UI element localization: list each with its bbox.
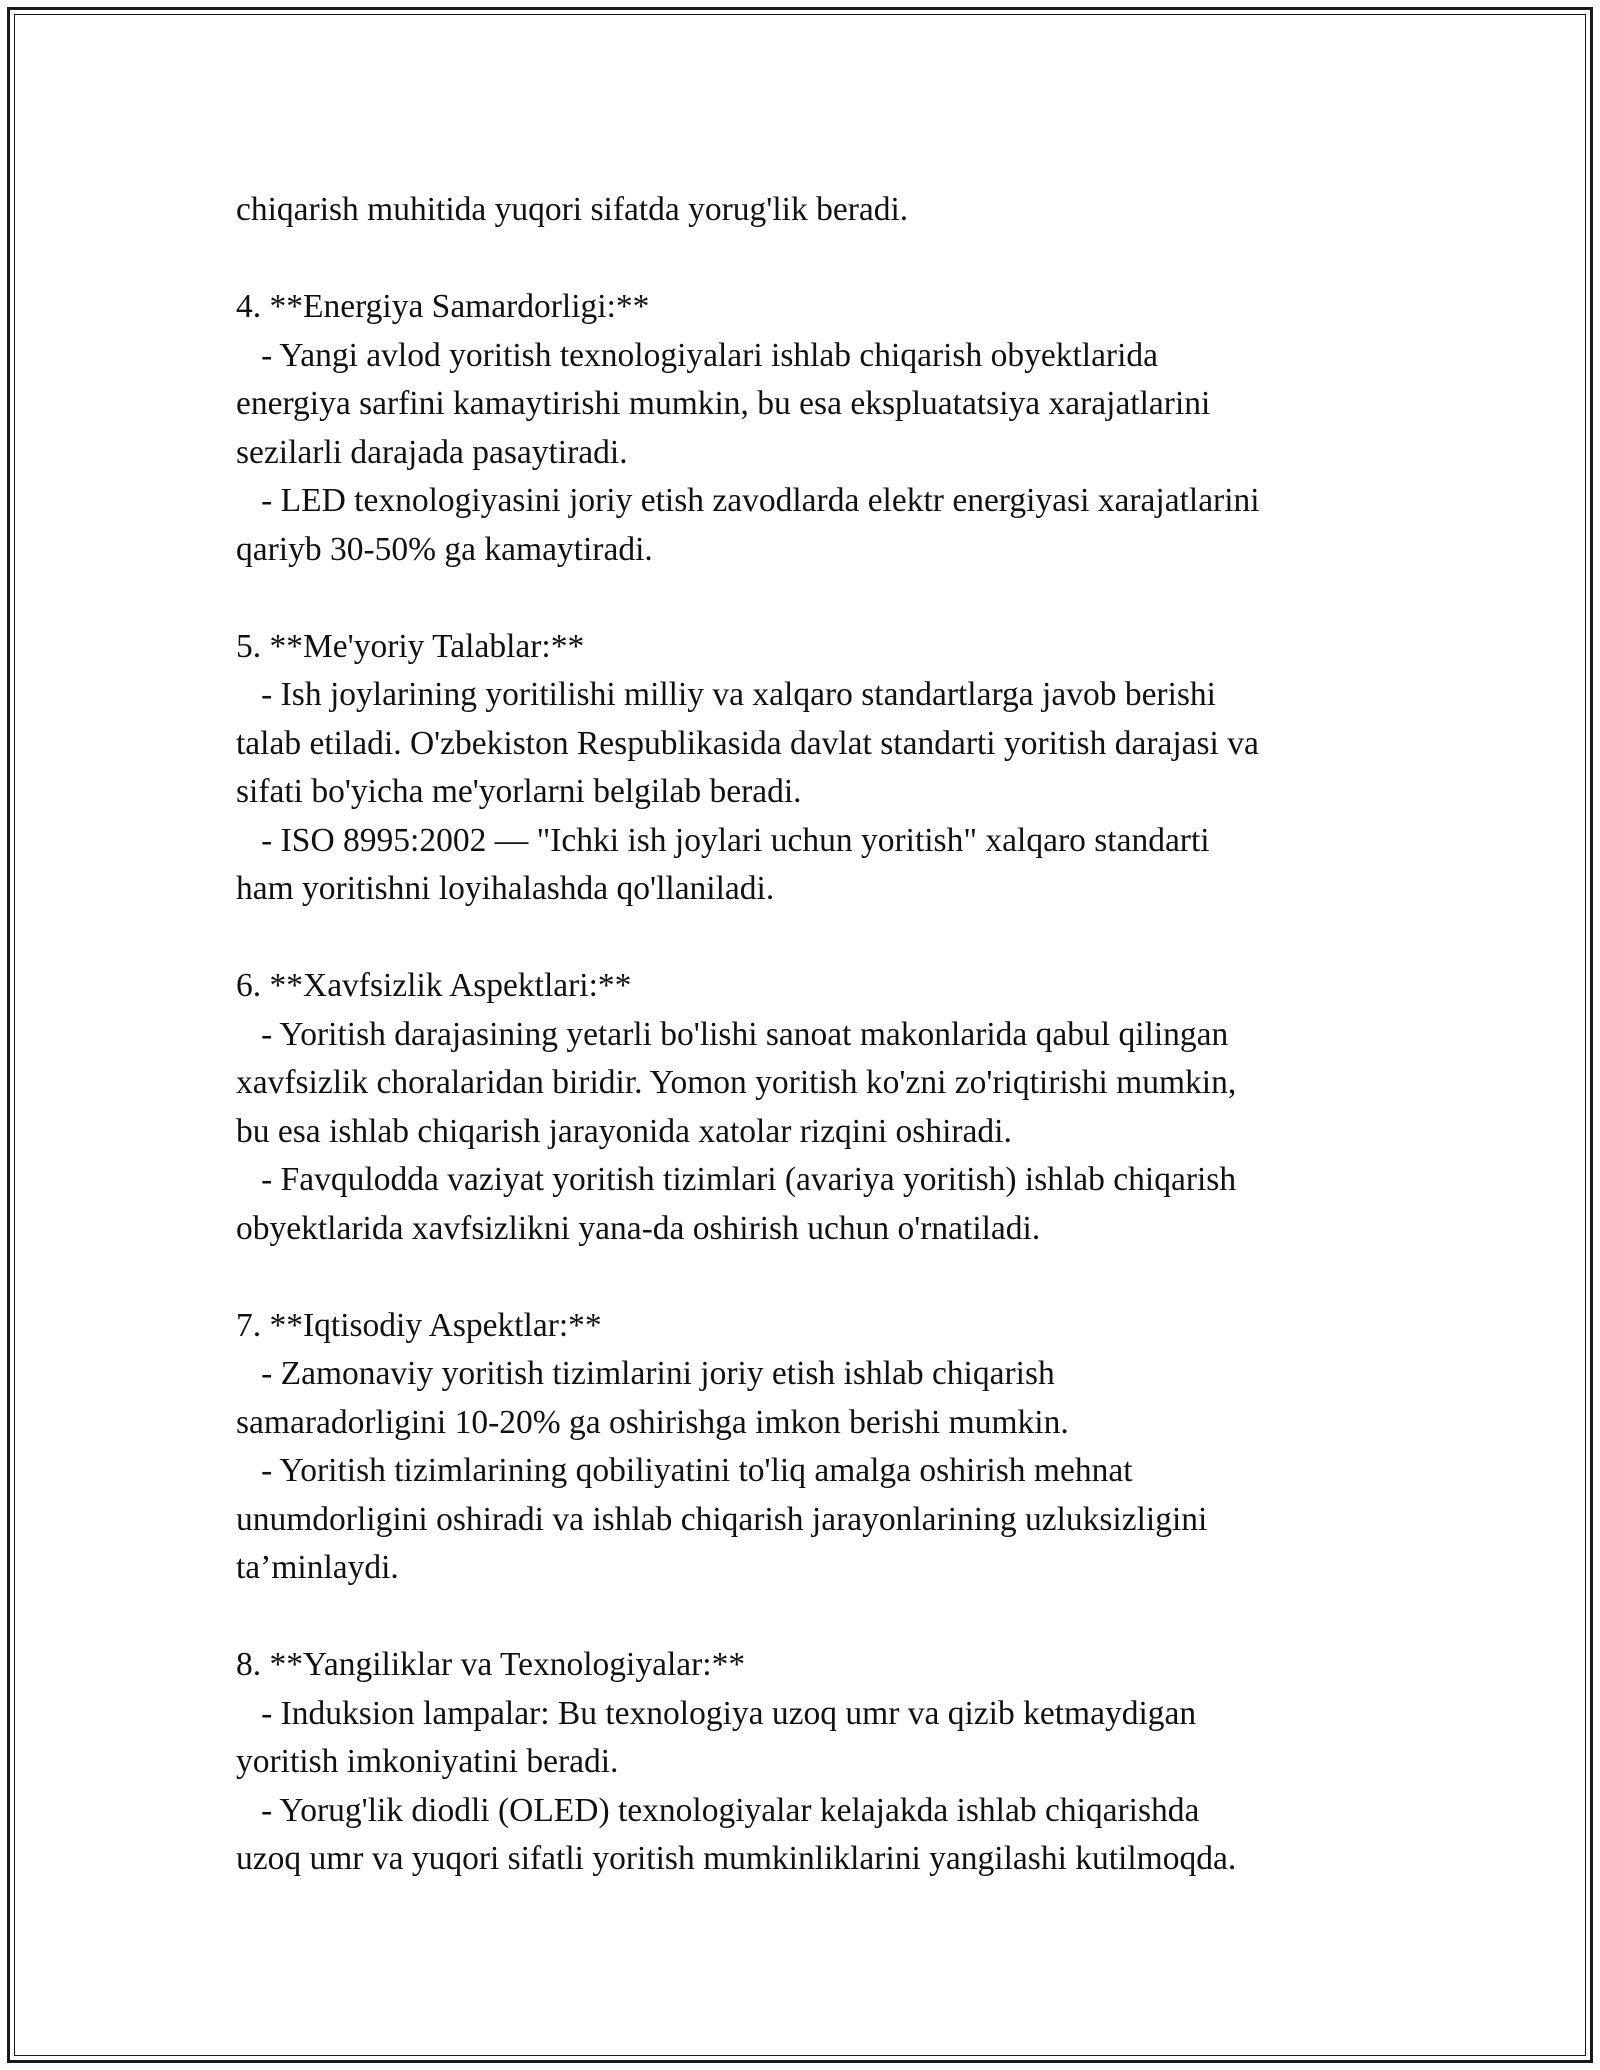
section-heading: 4. **Energiya Samardorligi:**: [236, 288, 650, 325]
text-line: - Ish joylarining yoritilishi milliy va xalqaro standartlarga javob berishi: [236, 676, 1216, 713]
text-line: sifati bo'yicha me'yorlarni belgilab beradi.: [236, 773, 802, 810]
text-line: bu esa ishlab chiqarish jarayonida xatolar rizqini oshiradi.: [236, 1112, 1012, 1150]
text-line: energiya sarfini kamaytirishi mumkin, bu esa ekspluatatsiya xarajatlarini: [236, 385, 1211, 422]
text-line: - Yangi avlod yoritish texnologiyalari ishlab chiqarish obyektlarida: [236, 336, 1159, 374]
text-line: qariyb 30-50% ga kamaytiradi.: [236, 530, 653, 568]
text-line: chiqarish muhitida yuqori sifatda yorug'lik beradi.: [236, 191, 909, 228]
text-line: - ISO 8995:2002 — "Ichki ish joylari uchun yoritish" xalqaro standarti: [236, 821, 1210, 859]
blank-line: [236, 1593, 1386, 1642]
blank-line: [236, 235, 1386, 284]
text-line: ham yoritishni loyihalashda qo'llaniladi.: [236, 870, 775, 907]
section-heading: 5. **Me'yoriy Talablar:**: [236, 627, 585, 665]
text-line: obyektlarida xavfsizlikni yana-da oshirish uchun o'rnatiladi.: [236, 1209, 1041, 1247]
section-heading: 8. **Yangiliklar va Texnologiyalar:**: [236, 1646, 746, 1683]
text-line: samaradorligini 10-20% ga oshirishga imkon berishi mumkin.: [236, 1403, 1069, 1441]
text-line: uzoq umr va yuqori sifatli yoritish mumkinliklarini yangilashi kutilmoqda.: [236, 1840, 1237, 1877]
text-line: - Favqulodda vaziyat yoritish tizimlari (avariya yoritish) ishlab chiqarish: [236, 1161, 1237, 1198]
text-line: ta’minlaydi.: [236, 1549, 399, 1586]
text-line: - Zamonaviy yoritish tizimlarini joriy etish ishlab chiqarish: [236, 1355, 1055, 1392]
text-line: - Yorug'lik diodli (OLED) texnologiyalar kelajakda ishlab chiqarishda: [236, 1791, 1200, 1829]
section-heading: 7. **Iqtisodiy Aspektlar:**: [236, 1306, 602, 1344]
document-body: [236, 186, 1386, 1884]
blank-line: [236, 914, 1386, 963]
text-line: yoritish imkoniyatini beradi.: [236, 1743, 619, 1780]
text-line: - Yoritish tizimlarining qobiliyatini to'liq amalga oshirish mehnat: [236, 1452, 1133, 1489]
blank-line: [236, 574, 1386, 623]
blank-line: [236, 1253, 1386, 1302]
text-line: - LED texnologiyasini joriy etish zavodlarda elektr energiyasi xarajatlarini: [236, 482, 1260, 519]
text-line: - Induksion lampalar: Bu texnologiya uzoq umr va qizib ketmaydigan: [236, 1694, 1197, 1732]
text-line: xavfsizlik choralaridan biridir. Yomon yoritish ko'zni zo'riqtirishi mumkin,: [236, 1064, 1237, 1101]
text-line: talab etiladi. O'zbekiston Respublikasida davlat standarti yoritish darajasi va: [236, 724, 1259, 762]
text-line: unumdorligini oshiradi va ishlab chiqarish jarayonlarining uzluksizligini: [236, 1500, 1208, 1538]
section-heading: 6. **Xavfsizlik Aspektlari:**: [236, 967, 632, 1004]
text-line: - Yoritish darajasining yetarli bo'lishi sanoat makonlarida qabul qilingan: [236, 1015, 1229, 1053]
text-line: sezilarli darajada pasaytiradi.: [236, 433, 628, 471]
